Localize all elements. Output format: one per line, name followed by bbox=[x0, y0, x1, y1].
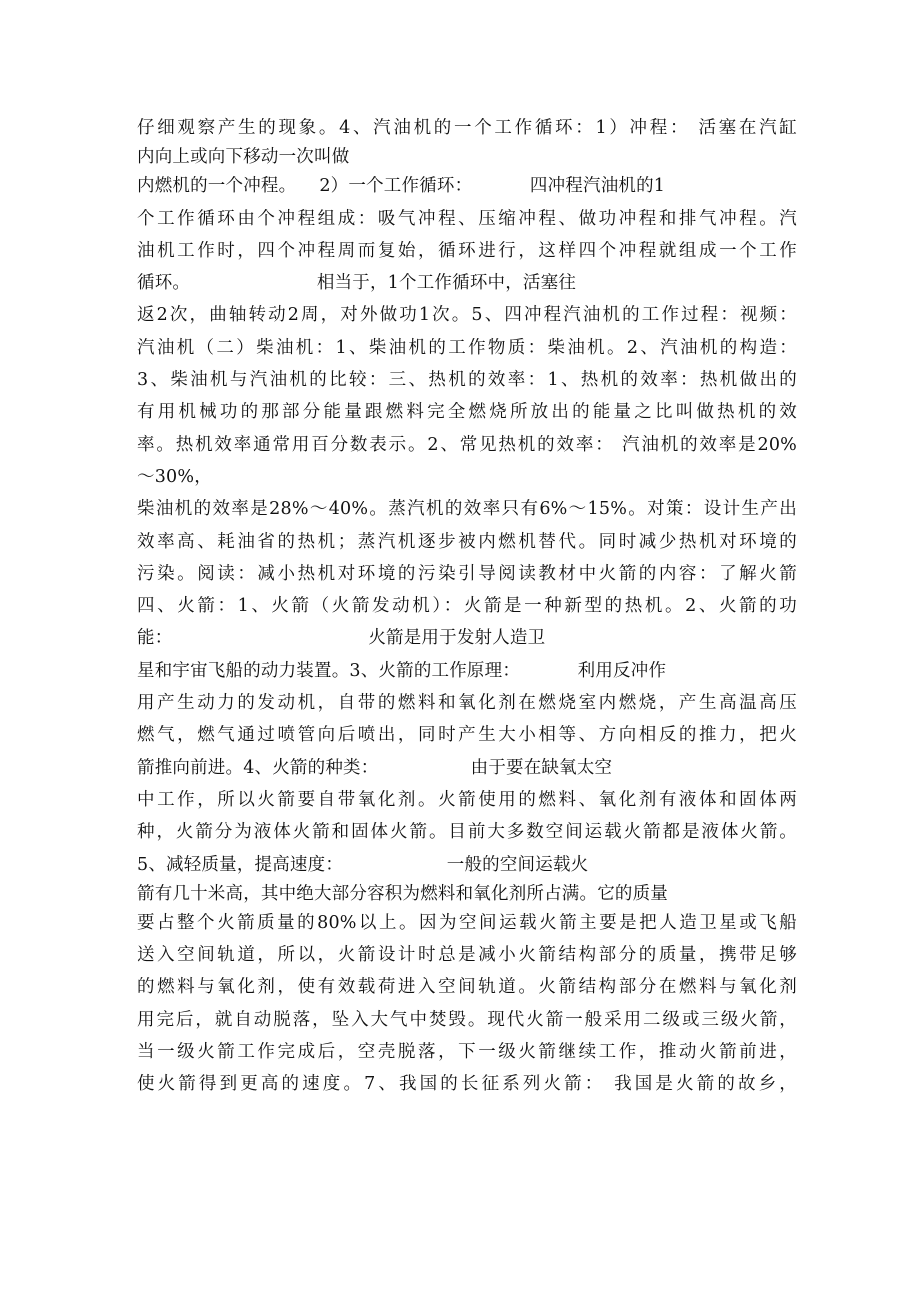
text-line: 循环。 相当于，1个工作循环中，活塞往 bbox=[137, 273, 577, 294]
text-line: 有用机械功的那部分能量跟燃料完全燃烧所放出的能量之比叫做热机的效 bbox=[137, 402, 797, 423]
text-line: 率。热机效率通常用百分数表示。2、常见热机的效率： 汽油机的效率是20% bbox=[137, 434, 797, 455]
text-line: 箭有几十米高，其中绝大部分容积为燃料和氧化剂所占满。它的质量 bbox=[137, 883, 668, 904]
text-line: 箭推向前进。4、火箭的种类： 由于要在缺氧太空 bbox=[137, 757, 613, 778]
text-line: 中工作，所以火箭要自带氧化剂。火箭使用的燃料、氧化剂有液体和固体两 bbox=[137, 789, 797, 810]
text-line: 燃气，燃气通过喷管向后喷出，同时产生大小相等、方向相反的推力，把火 bbox=[137, 725, 797, 746]
text-line: 的燃料与氧化剂，使有效载荷进入空间轨道。火箭结构部分在燃料与氧化剂 bbox=[137, 977, 797, 998]
text-line: 柴油机的效率是28%～40%。蒸汽机的效率只有6%～15%。对策：设计生产出 bbox=[137, 499, 797, 520]
text-line: 3、柴油机与汽油机的比较：三、热机的效率：1、热机的效率：热机做出的 bbox=[137, 370, 797, 391]
text-line: 能： 火箭是用于发射人造卫 bbox=[137, 628, 546, 649]
text-line: 用产生动力的发动机，自带的燃料和氧化剂在燃烧室内燃烧，产生高温高压 bbox=[137, 693, 797, 714]
text-line: 个工作循环由个冲程组成：吸气冲程、压缩冲程、做功冲程和排气冲程。汽 bbox=[137, 208, 797, 229]
text-line: ～30%， bbox=[137, 466, 212, 487]
text-line: 用完后，就自动脱落，坠入大气中焚毁。现代火箭一般采用二级或三级火箭， bbox=[137, 1009, 797, 1030]
text-line: 5、减轻质量，提高速度： 一般的空间运载火 bbox=[137, 854, 589, 875]
text-line: 内燃机的一个冲程。 2）一个工作循环： 四冲程汽油机的1 bbox=[137, 176, 666, 197]
text-line: 内向上或向下移动一次叫做 bbox=[137, 147, 350, 168]
text-line: 当一级火箭工作完成后，空壳脱落，下一级火箭继续工作，推动火箭前进， bbox=[137, 1042, 797, 1063]
text-line: 四、火箭：1、火箭（火箭发动机）：火箭是一种新型的热机。2、火箭的功 bbox=[137, 596, 797, 617]
text-line: 油机工作时，四个冲程周而复始，循环进行，这样四个冲程就组成一个工作 bbox=[137, 240, 797, 261]
text-line: 送入空间轨道，所以，火箭设计时总是减小火箭结构部分的质量，携带足够 bbox=[137, 945, 797, 966]
text-line: 种，火箭分为液体火箭和固体火箭。目前大多数空间运载火箭都是液体火箭。 bbox=[137, 822, 797, 843]
text-line: 汽油机（二）柴油机：1、柴油机的工作物质：柴油机。2、汽油机的构造： bbox=[137, 337, 797, 358]
text-line: 要占整个火箭质量的80%以上。因为空间运载火箭主要是把人造卫星或飞船 bbox=[137, 912, 797, 933]
body-text bbox=[137, 112, 797, 1101]
text-line: 星和宇宙飞船的动力装置。3、火箭的工作原理： 利用反冲作 bbox=[137, 660, 667, 681]
text-line: 仔细观察产生的现象。4、汽油机的一个工作循环：1）冲程： 活塞在汽缸 bbox=[137, 118, 797, 138]
text-line: 返2次，曲轴转动2周，对外做功1次。5、四冲程汽油机的工作过程：视频： bbox=[137, 305, 797, 326]
text-line: 使火箭得到更高的速度。7、我国的长征系列火箭： 我国是火箭的故乡， bbox=[137, 1074, 797, 1095]
text-line: 污染。阅读：减小热机对环境的污染引导阅读教材中火箭的内容：了解火箭 bbox=[137, 563, 797, 584]
text-line: 效率高、耗油省的热机；蒸汽机逐步被内燃机替代。同时减少热机对环境的 bbox=[137, 531, 797, 552]
